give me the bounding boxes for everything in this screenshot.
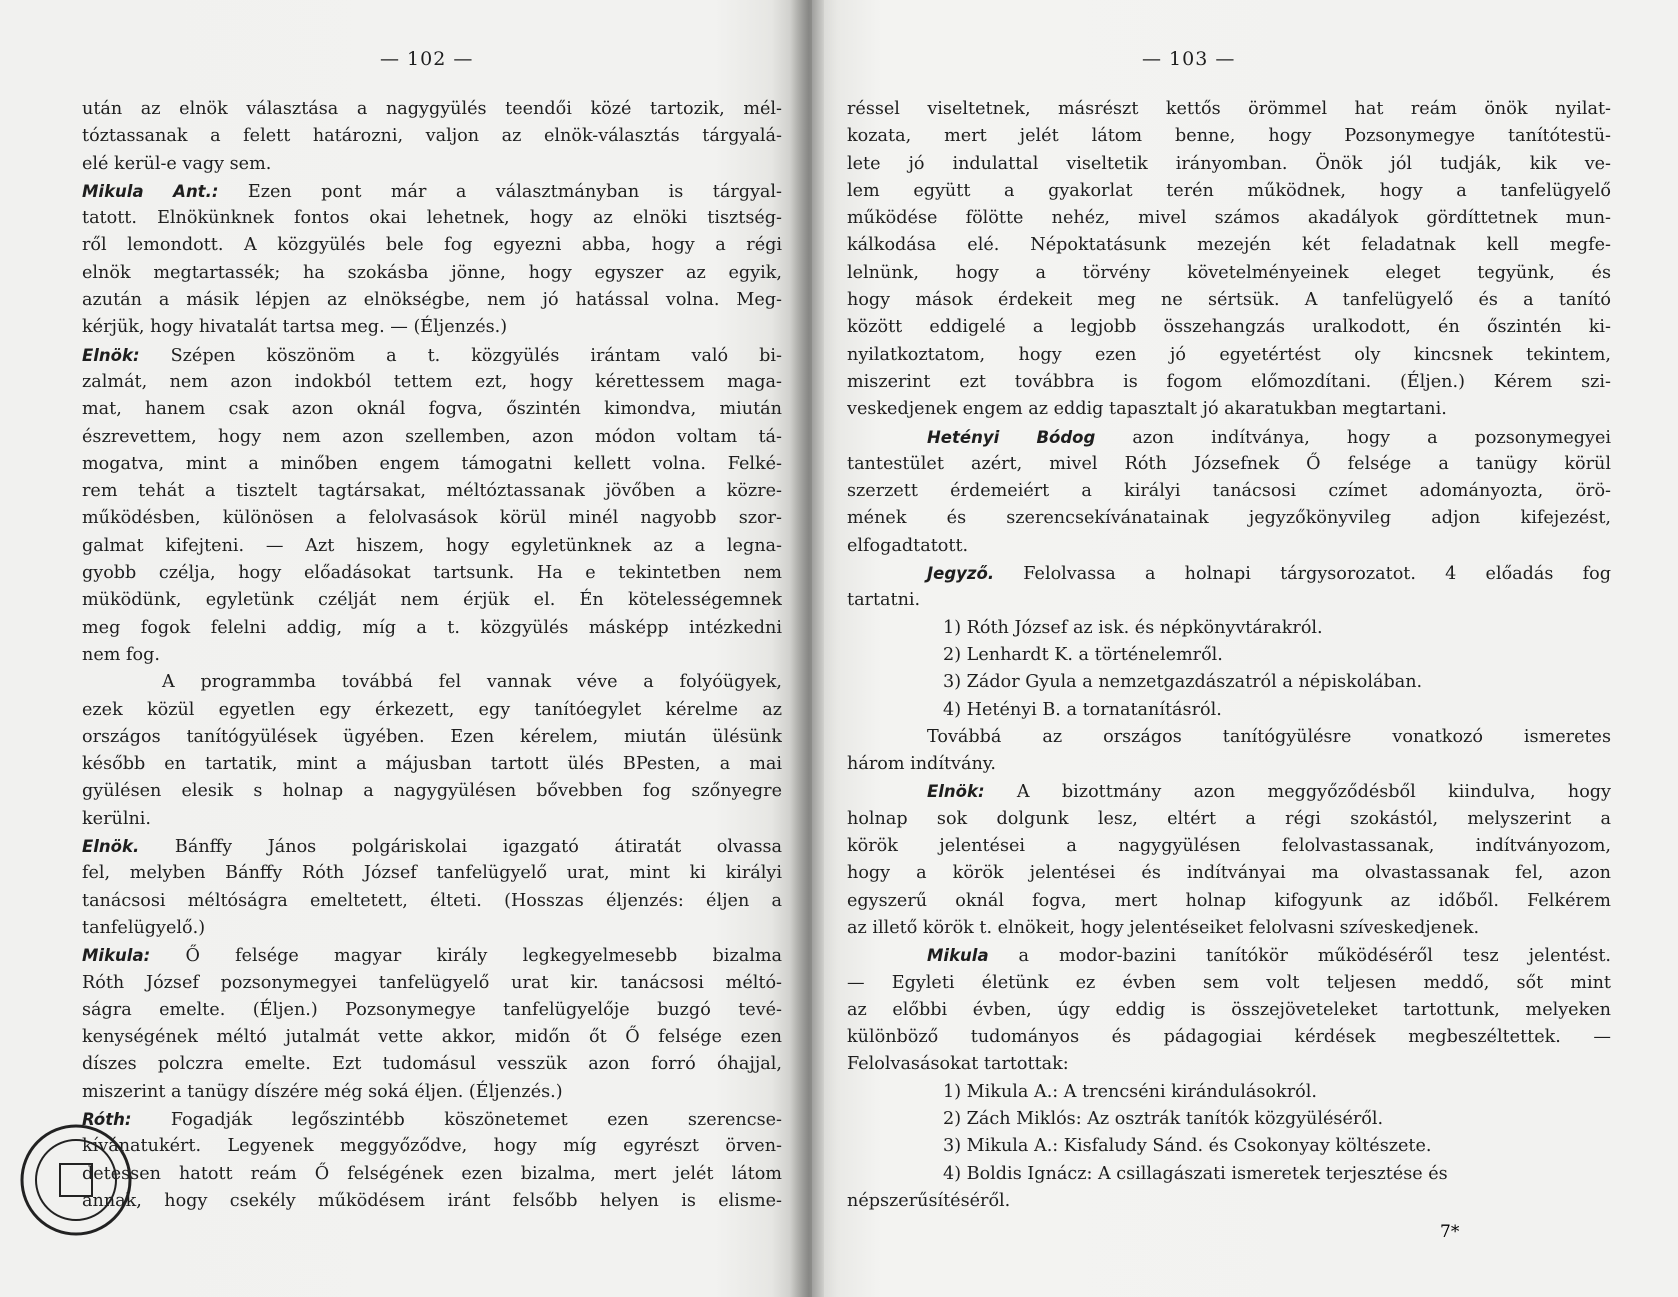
line-text: 3) Mikula A.: Kisfaludy Sánd. és Csokonyay költészete. bbox=[943, 1136, 1432, 1157]
line-text: hogy a körök jelentései és indítványai ma olvastassanak fel, azon bbox=[847, 863, 1611, 884]
line-text: ságra emelte. (Éljen.) Pozsonymegye tanfelügyelője buzgó tevé- bbox=[82, 999, 782, 1020]
text-line bbox=[82, 942, 782, 969]
speaker-name: Mikula: bbox=[82, 946, 151, 966]
text-line bbox=[847, 260, 1611, 287]
left-page bbox=[0, 0, 812, 1297]
text-line bbox=[82, 587, 782, 614]
text-line bbox=[82, 287, 782, 314]
text-line bbox=[82, 642, 782, 669]
text-line bbox=[82, 997, 782, 1024]
text-line bbox=[847, 123, 1611, 150]
line-text: 4) Hetényi B. a tornatanításról. bbox=[943, 699, 1222, 720]
text-line bbox=[847, 369, 1611, 396]
text-line bbox=[82, 1024, 782, 1051]
text-line bbox=[82, 205, 782, 232]
text-line bbox=[82, 533, 782, 560]
line-text: detessen hatott reám Ő felségének ezen bizalma, mert jelét látom bbox=[82, 1163, 782, 1184]
text-line bbox=[847, 1024, 1611, 1051]
line-text: három indítvány. bbox=[847, 754, 996, 775]
text-line bbox=[82, 123, 782, 150]
text-line bbox=[82, 860, 782, 887]
line-text: fel, melyben Bánffy Róth József tanfelügyelő urat, mint ki királyi bbox=[82, 863, 782, 884]
text-line bbox=[847, 669, 1611, 696]
line-text: elnök megtartassék; ha szokásba jönne, hogy egyszer az egyik, bbox=[82, 262, 782, 283]
line-text: tanfelügyelő.) bbox=[82, 917, 206, 938]
line-text: Ezen pont már a választmányban is tárgyal- bbox=[218, 181, 782, 202]
text-line bbox=[82, 697, 782, 724]
text-line bbox=[82, 96, 782, 123]
text-line bbox=[847, 151, 1611, 178]
text-line bbox=[847, 424, 1611, 451]
line-text: kérjük, hogy hivatalát tartsa meg. — (Éljenzés.) bbox=[82, 317, 508, 338]
text-line bbox=[847, 1106, 1611, 1133]
text-line bbox=[847, 1079, 1611, 1106]
text-line bbox=[847, 724, 1611, 751]
text-line bbox=[82, 1133, 782, 1160]
text-line bbox=[847, 178, 1611, 205]
line-text: kálkodása elé. Népoktatásunk mezején két feladatnak kell megfe- bbox=[847, 235, 1611, 256]
line-text: népszerűsítéséről. bbox=[847, 1190, 1011, 1211]
text-line bbox=[82, 505, 782, 532]
speaker-name: Jegyző. bbox=[927, 564, 995, 584]
text-line bbox=[847, 970, 1611, 997]
speaker-name: Hetényi Bódog bbox=[927, 427, 1096, 447]
text-line bbox=[847, 533, 1611, 560]
line-text: mogatva, mint a minőben engem támogatni kellett volna. Felké- bbox=[82, 453, 782, 474]
page-number: — 102 — bbox=[380, 48, 474, 70]
line-text: gyobb czélja, hogy előadásokat tartsunk. Ha e tekintetben nem bbox=[82, 563, 782, 584]
text-line bbox=[847, 833, 1611, 860]
text-line bbox=[82, 1188, 782, 1215]
text-line bbox=[82, 806, 782, 833]
text-line bbox=[82, 451, 782, 478]
text-line bbox=[82, 1106, 782, 1133]
text-line bbox=[82, 424, 782, 451]
text-line bbox=[82, 970, 782, 997]
text-line bbox=[82, 560, 782, 587]
text-line bbox=[847, 232, 1611, 259]
text-line bbox=[82, 615, 782, 642]
line-text: 3) Zádor Gyula a nemzetgazdászatról a népiskolában. bbox=[943, 672, 1423, 693]
line-text: észrevettem, hogy nem azon szellemben, azon módon voltam tá- bbox=[82, 426, 782, 447]
line-text: nem fog. bbox=[82, 644, 160, 665]
line-text: 2) Lenhardt K. a történelemről. bbox=[943, 644, 1223, 665]
line-text: körök jelentései a nagygyülésen felolvastassanak, indítványozom, bbox=[847, 836, 1611, 857]
text-line bbox=[847, 615, 1611, 642]
text-line bbox=[82, 1161, 782, 1188]
line-text: 4) Boldis Ignácz: A csillagászati ismeretek terjesztése és bbox=[943, 1163, 1448, 1184]
text-line bbox=[847, 642, 1611, 669]
text-line bbox=[847, 942, 1611, 969]
line-text: lelnünk, hogy a törvény követelményeinek eleget tegyünk, és bbox=[847, 262, 1611, 283]
line-text: szerzett érdemeiért a királyi tanácsosi czímet adományozta, örö- bbox=[847, 481, 1611, 502]
text-line bbox=[82, 178, 782, 205]
text-line bbox=[82, 1079, 782, 1106]
line-text: A bizottmány azon meggyőződésből kiindulva, hogy bbox=[984, 782, 1611, 803]
line-text: müködünk, egyletünk czélját nem érjük el. Én kötelességemnek bbox=[82, 590, 782, 611]
line-text: hogy mások érdekeit meg ne sértsük. A tanfelügyelő és a tanító bbox=[847, 290, 1611, 311]
line-text: elfogadtatott. bbox=[847, 535, 969, 556]
text-line bbox=[847, 1133, 1611, 1160]
line-text: gyülésen elesik s holnap a nagygyülésen bővebben fog szőnyegre bbox=[82, 781, 782, 802]
line-text: 2) Zách Miklós: Az osztrák tanítók közgyüléséről. bbox=[943, 1108, 1384, 1129]
line-text: a modor-bazini tanítókör működéséről tesz jelentést. bbox=[988, 946, 1611, 967]
line-text: galmat kifejteni. — Azt hiszem, hogy egyletünknek az a legna- bbox=[82, 535, 782, 556]
line-text: azután a másik lépjen az elnökségbe, nem jó hatással volna. Meg- bbox=[82, 290, 782, 311]
text-line bbox=[82, 478, 782, 505]
text-line bbox=[82, 260, 782, 287]
text-line bbox=[82, 151, 782, 178]
line-text: tantestület azért, mivel Róth Józsefnek Ő felsége a tanügy körül bbox=[847, 453, 1611, 474]
text-line bbox=[82, 888, 782, 915]
text-line bbox=[82, 915, 782, 942]
line-text: Szépen köszönöm a t. közgyülés irántam való bi- bbox=[139, 345, 782, 366]
text-line bbox=[82, 833, 782, 860]
line-text: réssel viseltetnek, másrészt kettős örömmel hat reám önök nyilat- bbox=[847, 99, 1611, 119]
text-line bbox=[847, 915, 1611, 942]
text-line bbox=[847, 1051, 1611, 1078]
line-text: után az elnök választása a nagygyülés teendői közé tartozik, mél- bbox=[82, 99, 782, 119]
text-line bbox=[82, 342, 782, 369]
text-line bbox=[82, 396, 782, 423]
speaker-name: Elnök. bbox=[82, 837, 140, 857]
line-text: Bánffy János polgáriskolai igazgató átiratát olvassa bbox=[139, 837, 782, 858]
text-line bbox=[847, 806, 1611, 833]
line-text: 1) Mikula A.: A trencséni kirándulásokról. bbox=[943, 1081, 1317, 1102]
text-line bbox=[82, 1051, 782, 1078]
line-text: mének és szerencsekívánatainak jegyzőkönyvileg adjon kifejezést, bbox=[847, 508, 1611, 529]
line-text: veskedjenek engem az eddig tapasztalt jó akaratukban megtartani. bbox=[847, 399, 1447, 420]
text-line bbox=[847, 560, 1611, 587]
line-text: tóztassanak a felett határozni, valjon az elnök-választás tárgyalá- bbox=[82, 126, 782, 147]
text-line bbox=[82, 314, 782, 341]
line-text: A programmba továbbá fel vannak véve a folyóügyek, bbox=[162, 672, 782, 693]
text-line bbox=[82, 232, 782, 259]
body-text bbox=[847, 96, 1611, 1215]
line-text: országos tanítógyülések ügyében. Ezen kérelem, miután ülésünk bbox=[82, 726, 782, 747]
line-text: holnap sok dolgunk lesz, eltért a régi szokástól, melyszerint a bbox=[847, 808, 1611, 829]
line-text: — Egyleti életünk ez évben sem volt teljesen meddő, sőt mint bbox=[847, 972, 1611, 993]
text-line bbox=[847, 587, 1611, 614]
page-number: — 103 — bbox=[1142, 48, 1236, 70]
speaker-name: Mikula Ant.: bbox=[82, 181, 219, 201]
book-gutter bbox=[790, 0, 824, 1297]
line-text: Ő felsége magyar király legkegyelmesebb bizalma bbox=[150, 946, 782, 967]
text-line bbox=[847, 1161, 1611, 1188]
line-text: működésben, különösen a felolvasások körül minél nagyobb szor- bbox=[82, 508, 782, 529]
text-line bbox=[847, 342, 1611, 369]
text-line bbox=[847, 205, 1611, 232]
speaker-name: Elnök: bbox=[927, 782, 985, 802]
line-text: nyilatkoztatom, hogy ezen jó egyetértést oly kincsnek tekintem, bbox=[847, 344, 1611, 365]
text-line bbox=[847, 1188, 1611, 1215]
text-line bbox=[847, 751, 1611, 778]
line-text: tatott. Elnökünknek fontos okai lehetnek, hogy az elnöki tisztség- bbox=[82, 208, 782, 229]
line-text: lem együtt a gyakorlat terén működnek, hogy a tanfelügyelő bbox=[847, 180, 1611, 201]
text-line bbox=[847, 96, 1611, 123]
library-stamp bbox=[16, 1120, 136, 1240]
text-line bbox=[847, 451, 1611, 478]
line-text: ről lemondott. A közgyülés bele fog egyezni abba, hogy a régi bbox=[82, 235, 782, 256]
text-line bbox=[847, 697, 1611, 724]
speaker-name: Róth: bbox=[82, 1109, 132, 1129]
text-line bbox=[847, 997, 1611, 1024]
line-text: annak, hogy csekély működésem iránt felsőbb helyen is elisme- bbox=[82, 1190, 782, 1211]
text-line bbox=[847, 505, 1611, 532]
line-text: működése fölötte nehéz, mivel számos akadályok gördíttetnek mun- bbox=[847, 208, 1611, 229]
text-line bbox=[847, 888, 1611, 915]
line-text: elé kerül-e vagy sem. bbox=[82, 153, 272, 174]
speaker-name: Elnök: bbox=[82, 345, 140, 365]
line-text: Felolvassa a holnapi tárgysorozatot. 4 előadás fog bbox=[994, 564, 1611, 585]
line-text: Róth József pozsonymegyei tanfelügyelő urat kir. tanácsosi méltó- bbox=[82, 972, 782, 993]
line-text: egyszerű oknál fogva, mert holnap kifogyunk az időből. Felkérem bbox=[847, 890, 1611, 911]
text-line bbox=[847, 478, 1611, 505]
line-text: kenységének méltó jutalmát vette akkor, midőn őt Ő felsége ezen bbox=[82, 1027, 782, 1048]
line-text: azon indítványa, hogy a pozsonymegyei bbox=[1095, 427, 1611, 448]
speaker-name: Mikula bbox=[927, 946, 989, 966]
body-text bbox=[82, 96, 782, 1215]
text-line bbox=[847, 778, 1611, 805]
line-text: ezek közül egyetlen egy érkezett, egy tanítóegylet kérelme az bbox=[82, 699, 782, 720]
line-text: tanácsosi méltóságra emeltetett, élteti. (Hosszas éljenzés: éljen a bbox=[82, 890, 782, 911]
line-text: között eddigelé a legjobb összehangzás uralkodott, én őszintén ki- bbox=[847, 317, 1611, 338]
text-line bbox=[82, 778, 782, 805]
text-line bbox=[82, 369, 782, 396]
line-text: rem tehát a tisztelt tagtársakat, méltóztassanak jövőben a közre- bbox=[82, 481, 782, 502]
line-text: tartatni. bbox=[847, 590, 921, 611]
line-text: díszes polczra emelte. Ezt tudomásul vesszük azon forró óhajjal, bbox=[82, 1054, 782, 1075]
line-text: Továbbá az országos tanítógyülésre vonatkozó ismeretes bbox=[927, 726, 1611, 747]
signature-mark: 7* bbox=[1440, 1222, 1460, 1242]
line-text: miszerint ezt továbbra is fogom előmozdítani. (Éljen.) Kérem szi- bbox=[847, 371, 1611, 392]
text-line bbox=[847, 860, 1611, 887]
line-text: később en tartatik, mint a májusban tartott ülés BPesten, a mai bbox=[82, 754, 782, 775]
line-text: kozata, mert jelét látom benne, hogy Pozsonymegye tanítótestü- bbox=[847, 126, 1611, 147]
text-line bbox=[847, 314, 1611, 341]
line-text: kívánatukért. Legyenek meggyőződve, hogy míg egyrészt örven- bbox=[82, 1136, 782, 1157]
line-text: az illető körök t. elnökeit, hogy jelentéseiket felolvasni szíveskedjenek. bbox=[847, 917, 1480, 938]
text-line bbox=[82, 751, 782, 778]
right-page bbox=[812, 0, 1678, 1297]
line-text: Fogadják legőszintébb köszönetemet ezen szerencse- bbox=[131, 1109, 782, 1130]
line-text: különböző tudományos és pádagogiai kérdések megbeszéltettek. — bbox=[847, 1027, 1611, 1048]
line-text: lete jó indulattal viseltetik irányomban. Önök jól tudják, kik ve- bbox=[847, 153, 1611, 174]
line-text: mat, hanem csak azon oknál fogva, őszintén kimondva, miután bbox=[82, 399, 782, 420]
line-text: miszerint a tanügy díszére még soká éljen. (Éljenzés.) bbox=[82, 1081, 563, 1102]
line-text: 1) Róth József az isk. és népkönyvtárakról. bbox=[943, 617, 1323, 638]
text-line bbox=[847, 396, 1611, 423]
line-text: meg fogok felelni addig, míg a t. közgyülés másképp intézkedni bbox=[82, 617, 782, 638]
line-text: kerülni. bbox=[82, 808, 151, 829]
text-line bbox=[847, 287, 1611, 314]
line-text: zalmát, nem azon indokból tettem ezt, hogy kérettessem maga- bbox=[82, 371, 782, 392]
line-text: Felolvasásokat tartottak: bbox=[847, 1054, 1069, 1075]
text-line bbox=[82, 724, 782, 751]
text-line bbox=[82, 669, 782, 696]
line-text: az előbbi évben, úgy eddig is összejöveteleket tartottunk, melyeken bbox=[847, 999, 1611, 1020]
